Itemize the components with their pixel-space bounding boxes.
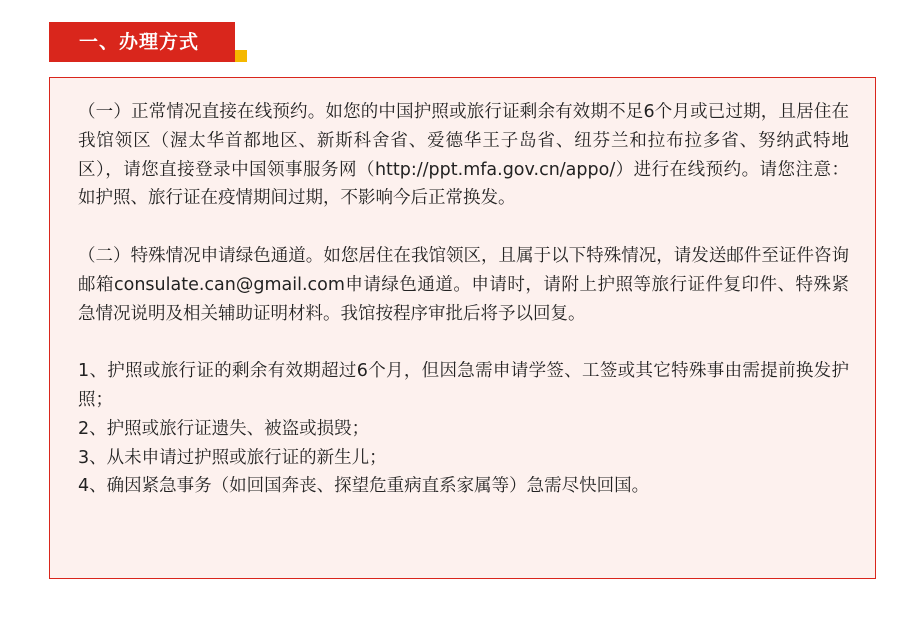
list-item: 1、护照或旅行证的剩余有效期超过6个月，但因急需申请学签、工签或其它特殊事由需提前换发护照； — [78, 361, 849, 410]
paragraph-online-appointment: （一）正常情况直接在线预约。如您的中国护照或旅行证剩余有效期不足6个月或已过期，且居住在我馆领区（渥太华首都地区、新斯科舍省、爱德华王子岛省、纽芬兰和拉布拉多省、努纳武特地区），请您直接登录中国领事服务网（http://ppt.mfa.gov.cn/appo/）进行在线预约。请您注意：如护照、旅行证在疫情期间过期，不影响今后正常换发。 — [78, 102, 849, 209]
list-item: 4、确因紧急事务（如回国奔丧、探望危重病直系家属等）急需尽快回国。 — [78, 476, 650, 497]
paragraph-spacer — [78, 213, 849, 242]
paragraph-green-channel: （二）特殊情况申请绿色通道。如您居住在我馆领区，且属于以下特殊情况，请发送邮件至证件咨询邮箱consulate.can@gmail.com申请绿色通道。申请时，请附上护照等旅行证件复印件、特殊紧急情况说明及相关辅助证明材料。我馆按程序审批后将予以回复。 — [78, 245, 849, 324]
list-item: 2、护照或旅行证遗失、被盗或损毁； — [78, 418, 370, 439]
section-title: 一、办理方式 — [49, 22, 235, 62]
paragraph-spacer — [78, 328, 849, 357]
list-item: 3、从未申请过护照或旅行证的新生儿； — [78, 447, 387, 468]
content-box — [49, 77, 876, 579]
header-accent-square — [235, 50, 247, 62]
